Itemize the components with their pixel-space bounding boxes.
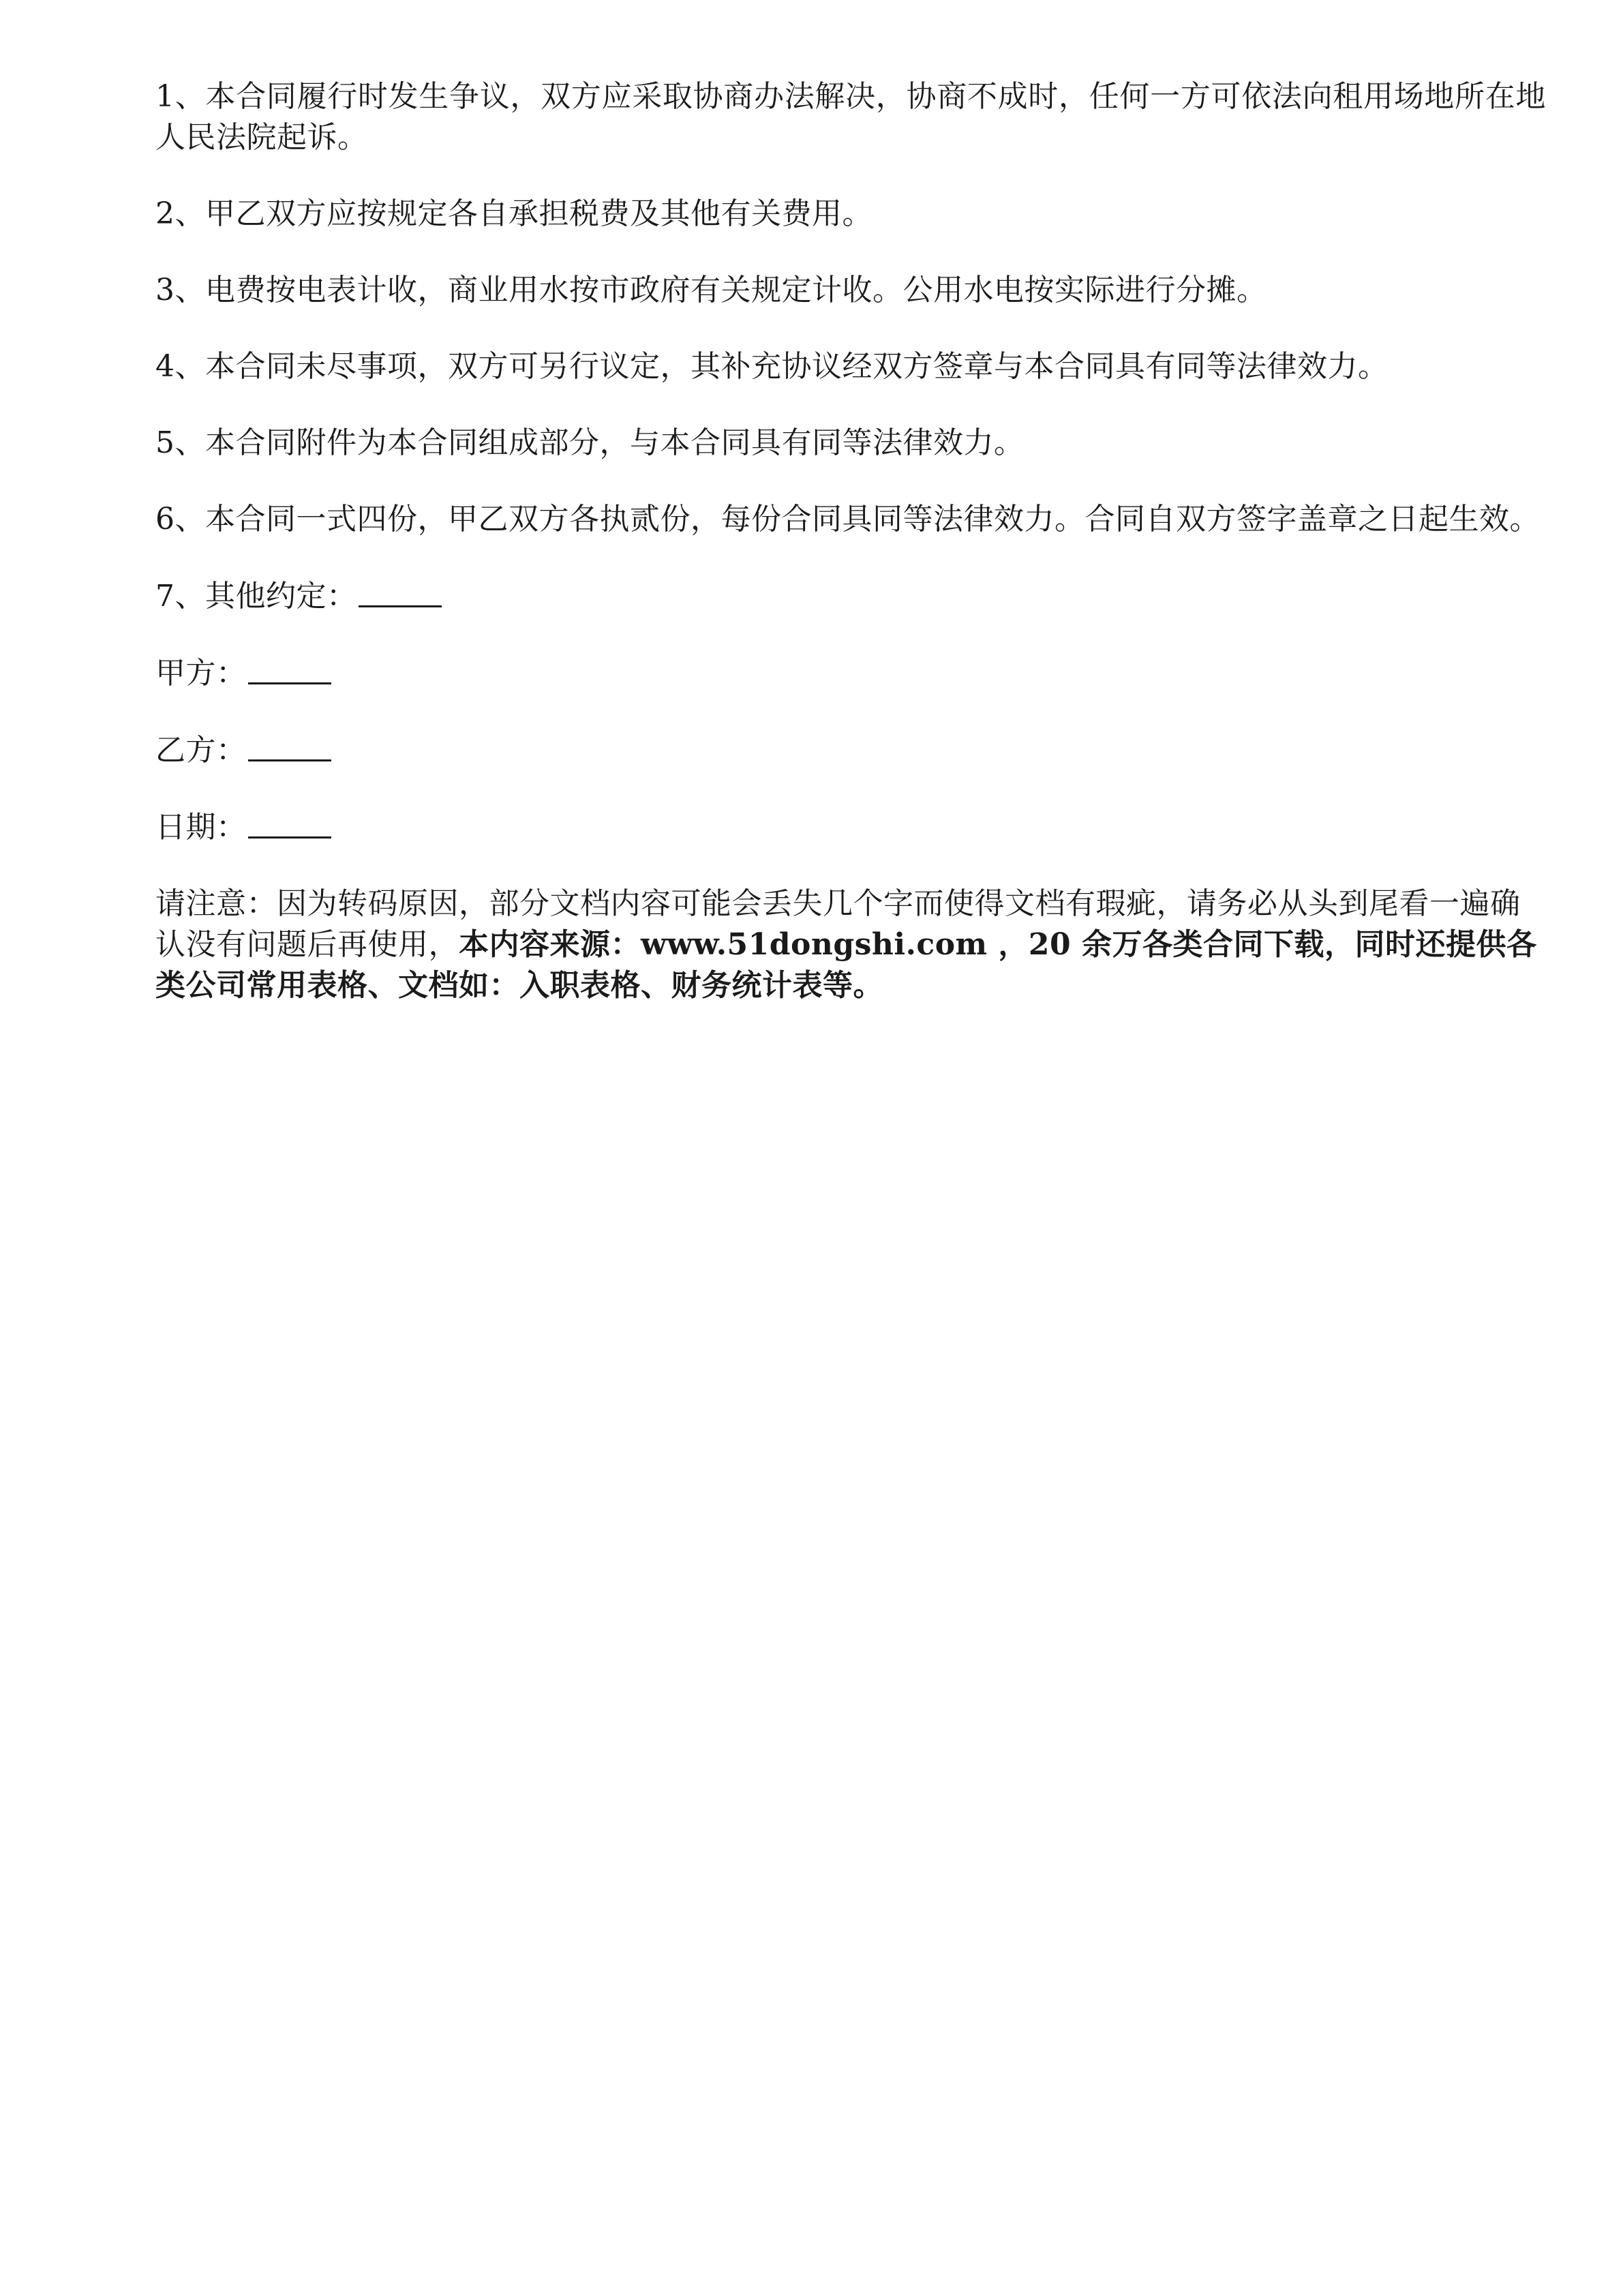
party-a-blank[interactable] (248, 652, 331, 684)
clause-text: 电费按电表计收，商业用水按市政府有关规定计收。公用水电按实际进行分摊。 (205, 273, 1267, 307)
clause-number: 7、 (155, 579, 205, 614)
clause-1 (155, 76, 1546, 158)
date-label: 日期： (155, 810, 247, 845)
party-b-label: 乙方： (155, 733, 247, 768)
date-blank[interactable] (248, 806, 331, 839)
document-body (155, 76, 1546, 1006)
notice-text: 请注意：因为转码原因，部分文档内容可能会丢失几个字而使得文档有瑕疵，请务必从头到尾看一遍确认没有问题后再使用， (155, 886, 1521, 962)
clause-text: 甲乙双方应按规定各自承担税费及其他有关费用。 (205, 196, 873, 231)
clause-6 (155, 499, 1546, 540)
notice-paragraph (155, 883, 1546, 1006)
date-line (155, 806, 1546, 848)
notice-source-text: 本内容来源：www.51dongshi.com ，20 余万各类合同下载，同时还提供各类公司常用表格、文档如：入职表格、财务统计表等。 (155, 927, 1537, 1003)
party-a-line (155, 652, 1546, 694)
clause-2 (155, 194, 1546, 235)
clause-5 (155, 423, 1546, 464)
clause-number: 3、 (155, 273, 205, 307)
clause-number: 6、 (155, 502, 205, 537)
clause-7-other-terms (155, 575, 1546, 617)
clause-number: 1、 (155, 79, 206, 114)
clause-text: 本合同附件为本合同组成部分，与本合同具有同等法律效力。 (205, 425, 1025, 460)
clause-text: 本合同一式四份，甲乙双方各执贰份，每份合同具同等法律效力。合同自双方签字盖章之日起生效。 (205, 502, 1540, 537)
clause-3 (155, 270, 1546, 311)
clause-4 (155, 346, 1546, 387)
party-b-line (155, 729, 1546, 771)
clause-number: 5、 (155, 425, 205, 460)
clause-text: 本合同未尽事项，双方可另行议定，其补充协议经双方签章与本合同具有同等法律效力。 (205, 349, 1389, 384)
party-b-blank[interactable] (248, 729, 331, 761)
clause-number: 2、 (155, 196, 205, 231)
party-a-label: 甲方： (155, 656, 247, 691)
clause-text: 本合同履行时发生争议，双方应采取协商办法解决，协商不成时，任何一方可依法向租用场地所在地人民法院起诉。 (155, 79, 1547, 155)
clause-number: 4、 (155, 349, 205, 384)
other-terms-blank[interactable] (359, 575, 442, 607)
other-terms-label: 其他约定： (205, 579, 357, 614)
